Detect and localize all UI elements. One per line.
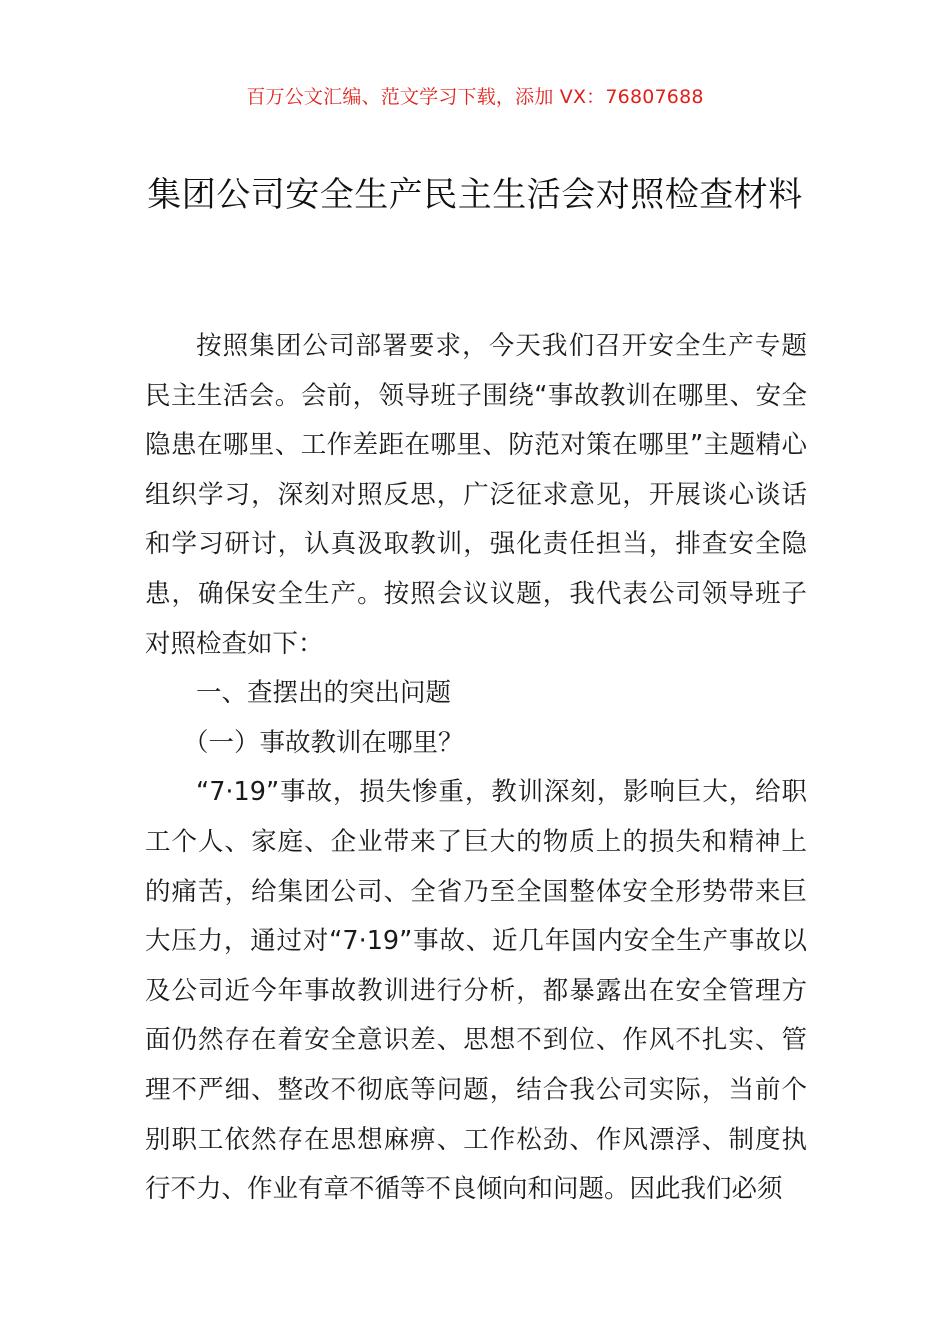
document-body <box>145 322 807 1215</box>
subsection-heading: （一）事故教训在哪里？ <box>183 727 464 758</box>
section-heading: 一、查摆出的突出问题 <box>196 678 452 709</box>
incident-paragraph: “7·19”事故，损失惨重，教训深刻，影响巨大，给职工个人、家庭、企业带来了巨大的物质上的损失和精神上的痛苦，给集团公司、全省乃至全国整体安全形势带来巨大压力，通过对“7·19”事故、近几年国内安全生产事故以及公司近今年事故教训进行分析，都暴露出在安全管理方面仍然存在着安全意识差、思想不到位、作风不扎实、管理不严细、整改不彻底等问题，结合我公司实际，当前个别职工依然存在思想麻痹、工作松劲、作风漂浮、制度执行不力、作业有章不循等不良倾向和问题。因此我们必须 <box>145 777 807 1205</box>
intro-paragraph: 按照集团公司部署要求，今天我们召开安全生产专题民主生活会。会前，领导班子围绕“事故教训在哪里、安全隐患在哪里、工作差距在哪里、防范对策在哪里”主题精心组织学习，深刻对照反思，广泛征求意见，开展谈心谈话和学习研讨，认真汲取教训，强化责任担当，排查安全隐患，确保安全生产。按照会议议题，我代表公司领导班子对照检查如下： <box>145 331 807 659</box>
header-watermark-note: 百万公文汇编、范文学习下载，添加 VX：76807688 <box>246 86 704 108</box>
document-title: 集团公司安全生产民主生活会对照检查材料 <box>147 175 803 215</box>
